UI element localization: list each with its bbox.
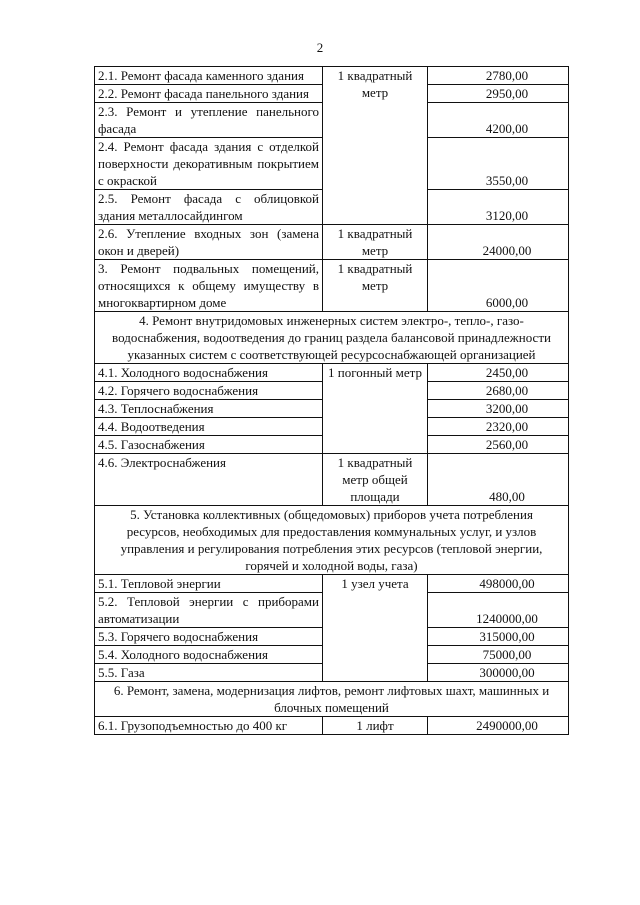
row-price: 3550,00	[428, 138, 569, 190]
row-name: 3. Ремонт подвальных помещений, относящихся к общему имуществу в многоквартирном доме	[95, 260, 323, 312]
row-unit: 1 квадратный метр	[323, 67, 428, 225]
row-price: 24000,00	[428, 225, 569, 260]
row-name: 4.1. Холодного водоснабжения	[95, 364, 323, 382]
table-row	[95, 225, 569, 260]
row-name: 4.2. Горячего водоснабжения	[95, 382, 323, 400]
table-row	[95, 454, 569, 506]
section-heading-row	[95, 312, 569, 364]
table-row	[95, 67, 569, 85]
row-unit: 1 квадратный метр	[323, 225, 428, 260]
row-price: 2680,00	[428, 382, 569, 400]
row-price: 2780,00	[428, 67, 569, 85]
row-price: 2450,00	[428, 364, 569, 382]
row-price: 6000,00	[428, 260, 569, 312]
row-price: 75000,00	[428, 646, 569, 664]
row-price: 2560,00	[428, 436, 569, 454]
row-name: 4.6. Электроснабжения	[95, 454, 323, 506]
row-name: 6.1. Грузоподъемностью до 400 кг	[95, 717, 323, 735]
row-name: 4.5. Газоснабжения	[95, 436, 323, 454]
section-heading-row	[95, 506, 569, 575]
row-price: 3120,00	[428, 190, 569, 225]
row-name: 5.5. Газа	[95, 664, 323, 682]
row-name: 4.3. Теплоснабжения	[95, 400, 323, 418]
row-name: 5.3. Горячего водоснабжения	[95, 628, 323, 646]
row-name: 5.2. Тепловой энергии с приборами автоматизации	[95, 593, 323, 628]
row-name: 2.4. Ремонт фасада здания с отделкой поверхности декоративным покрытием с окраской	[95, 138, 323, 190]
row-price: 300000,00	[428, 664, 569, 682]
table-row	[95, 260, 569, 312]
section-heading: 4. Ремонт внутридомовых инженерных систем электро-, тепло-, газо-водоснабжения, водоотведения до границ раздела балансовой принадлежности указанных систем с соответствующей ресурсоснабжающей организацией	[95, 312, 569, 364]
row-price: 4200,00	[428, 103, 569, 138]
row-price: 498000,00	[428, 575, 569, 593]
row-name: 5.4. Холодного водоснабжения	[95, 646, 323, 664]
row-unit: 1 квадратный метр	[323, 260, 428, 312]
row-name: 2.6. Утепление входных зон (замена окон и дверей)	[95, 225, 323, 260]
row-name: 5.1. Тепловой энергии	[95, 575, 323, 593]
row-price: 315000,00	[428, 628, 569, 646]
table-row	[95, 364, 569, 382]
row-unit: 1 лифт	[323, 717, 428, 735]
row-unit: 1 узел учета	[323, 575, 428, 682]
row-price: 2320,00	[428, 418, 569, 436]
row-unit: 1 погонный метр	[323, 364, 428, 454]
row-name: 2.3. Ремонт и утепление панельного фасада	[95, 103, 323, 138]
row-name: 2.2. Ремонт фасада панельного здания	[95, 85, 323, 103]
row-price: 2490000,00	[428, 717, 569, 735]
price-table	[94, 66, 569, 735]
row-price: 3200,00	[428, 400, 569, 418]
section-heading-row	[95, 682, 569, 717]
row-name: 2.5. Ремонт фасада с облицовкой здания металлосайдингом	[95, 190, 323, 225]
section-heading: 6. Ремонт, замена, модернизация лифтов, ремонт лифтовых шахт, машинных и блочных помещений	[95, 682, 569, 717]
row-name: 2.1. Ремонт фасада каменного здания	[95, 67, 323, 85]
table-row	[95, 717, 569, 735]
row-price: 1240000,00	[428, 593, 569, 628]
row-price: 480,00	[428, 454, 569, 506]
row-price: 2950,00	[428, 85, 569, 103]
table-row	[95, 575, 569, 593]
row-unit: 1 квадратный метр общей площади	[323, 454, 428, 506]
row-name: 4.4. Водоотведения	[95, 418, 323, 436]
page-number: 2	[316, 40, 324, 55]
section-heading: 5. Установка коллективных (общедомовых) приборов учета потребления ресурсов, необходимых для предоставления коммунальных услуг, и узлов управления и регулирования потребления этих ресурсов (тепловой энергии, горячей и холодной воды, газа)	[95, 506, 569, 575]
